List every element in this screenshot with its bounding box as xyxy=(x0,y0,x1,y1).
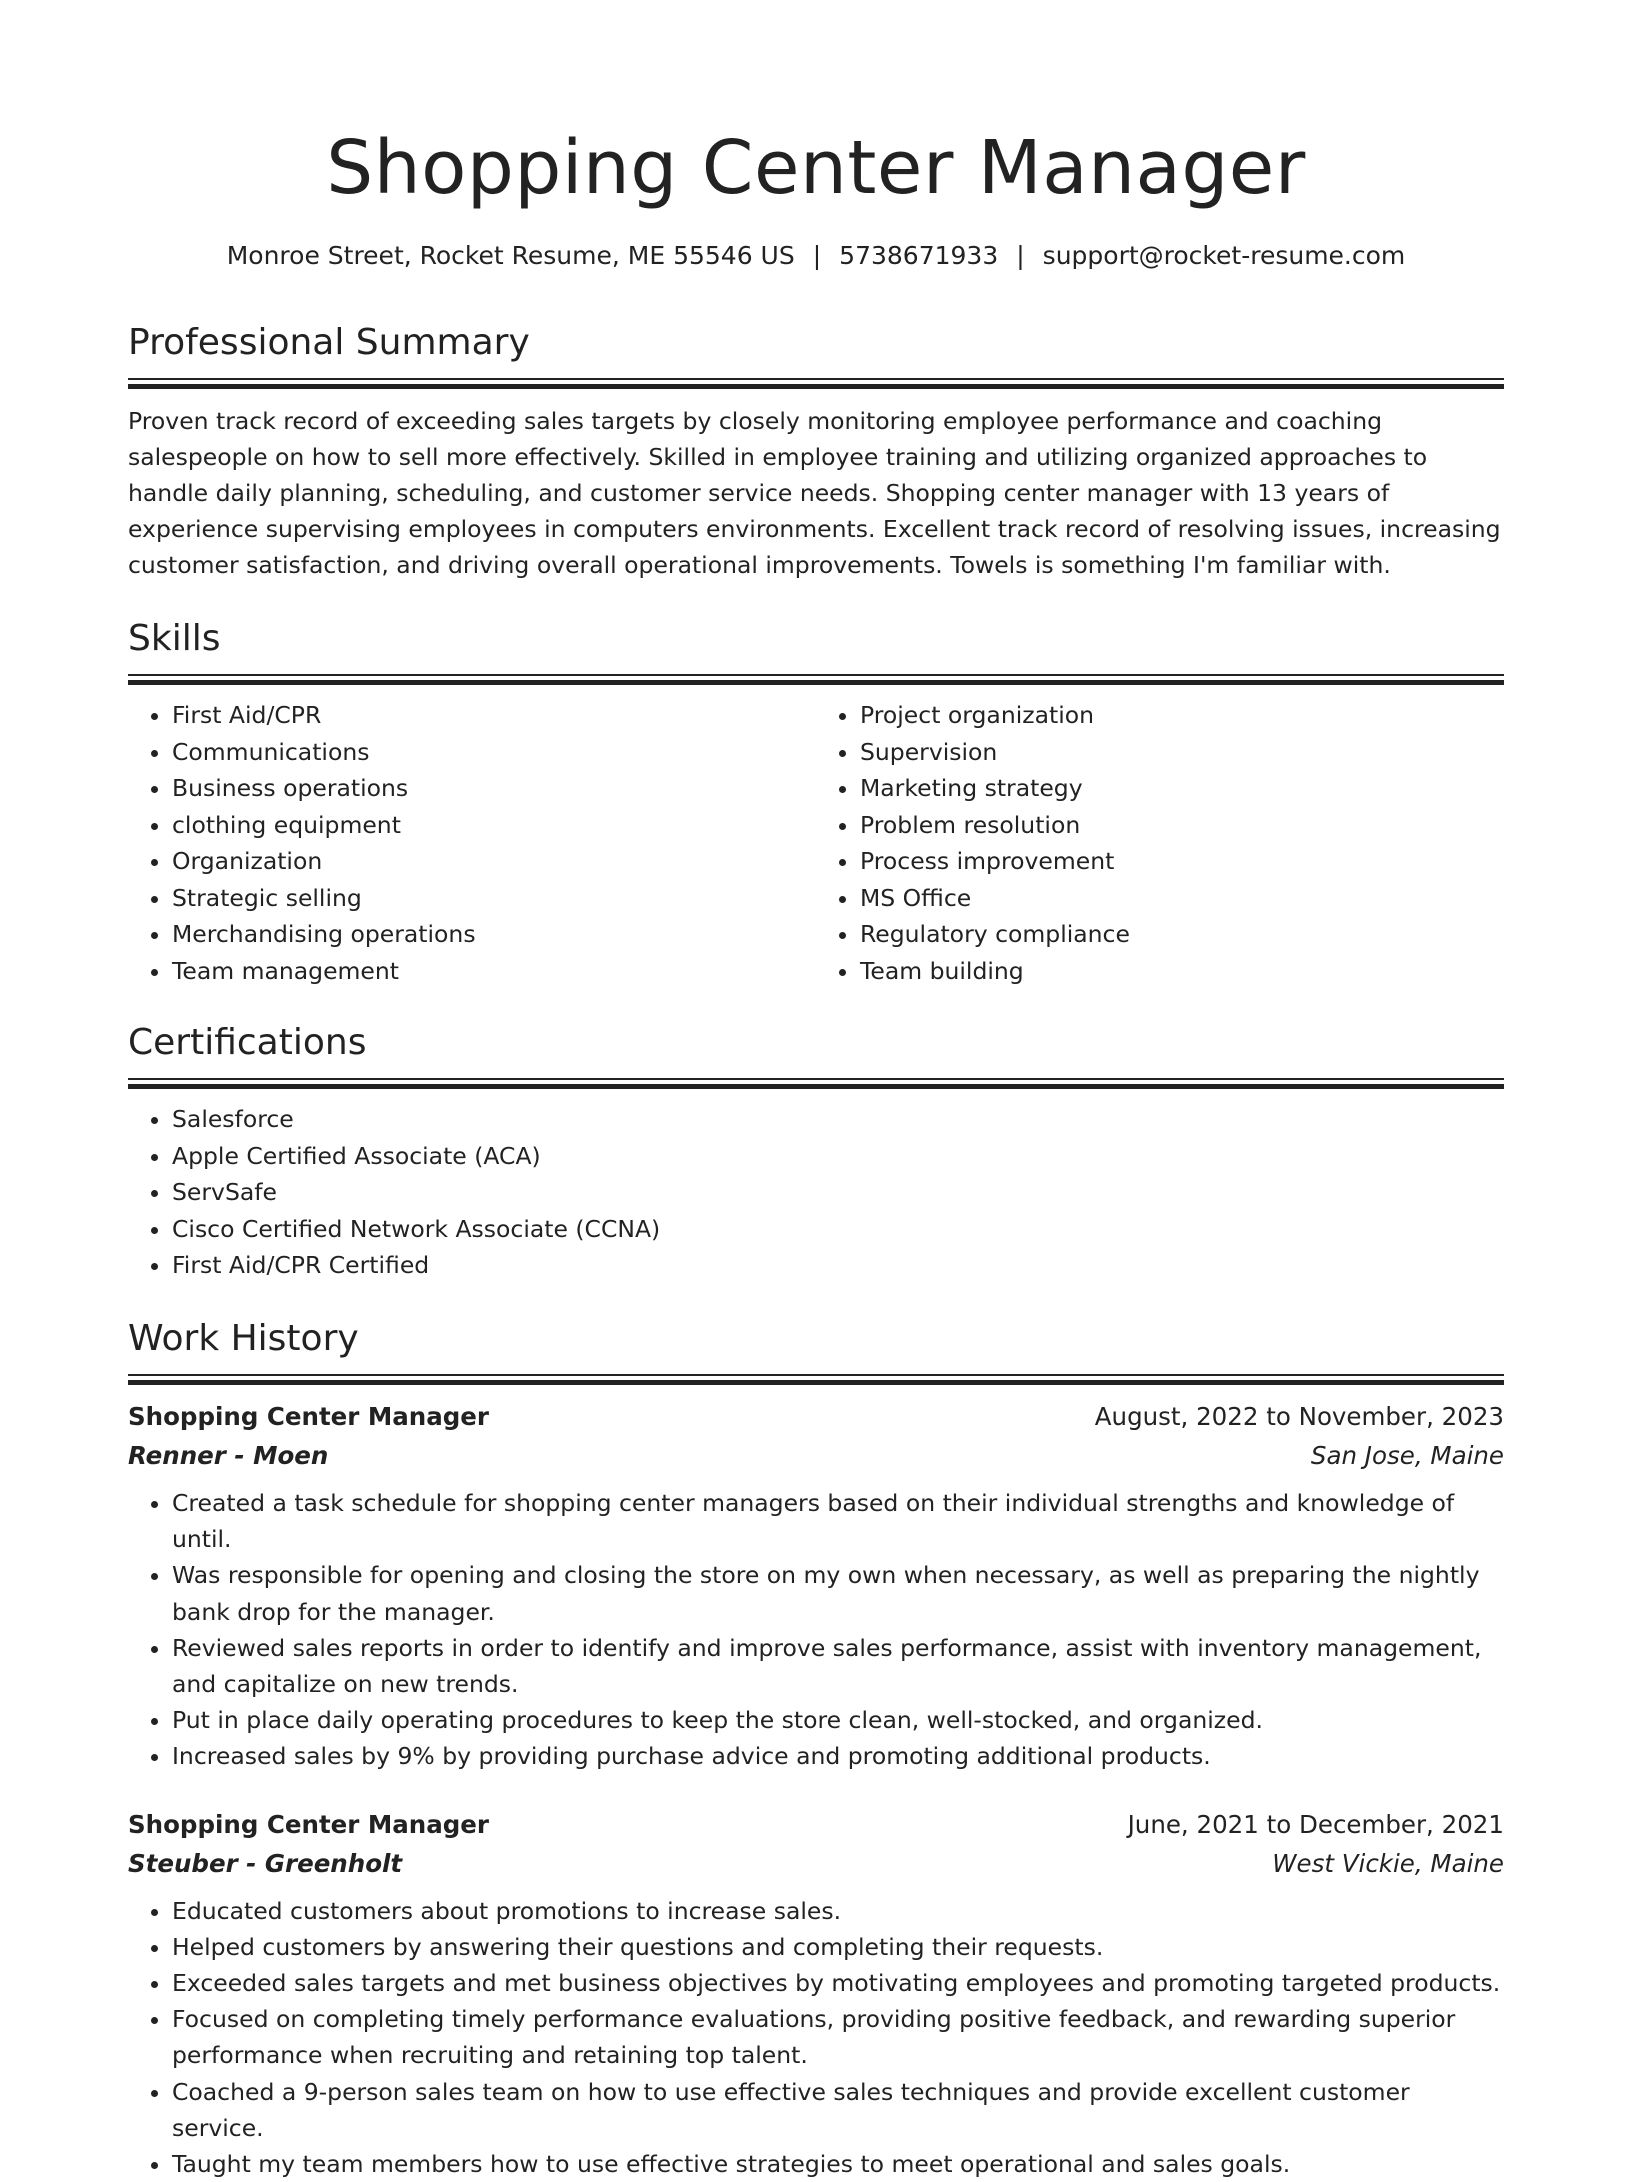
skill-item: • Merchandising operations xyxy=(172,916,816,953)
job-bullet: • Created a task schedule for shopping center managers based on their individual strengths and knowledge of until. xyxy=(172,1485,1504,1557)
job-subheader xyxy=(128,1845,1504,1883)
section-divider xyxy=(128,378,1504,389)
skill-item: • Problem resolution xyxy=(860,807,1504,844)
job-entry xyxy=(128,1805,1504,2182)
skill-item: • First Aid/CPR xyxy=(172,697,816,734)
job-dates: June, 2021 to December, 2021 xyxy=(1127,1809,1504,1839)
job-title: Shopping Center Manager xyxy=(128,1402,490,1431)
contact-email: support@rocket-resume.com xyxy=(1042,241,1406,270)
certification-item: • First Aid/CPR Certified xyxy=(172,1247,1504,1284)
contact-separator: | xyxy=(1016,241,1025,270)
contact-line xyxy=(128,238,1504,274)
section-divider xyxy=(128,1374,1504,1385)
section-divider xyxy=(128,674,1504,685)
skills-list-left xyxy=(128,697,816,989)
skills-columns xyxy=(128,685,1504,989)
section-title: Professional Summary xyxy=(128,322,530,363)
job-dates: August, 2022 to November, 2023 xyxy=(1094,1402,1504,1431)
contact-separator: | xyxy=(812,241,822,270)
job-bullet: • Focused on completing timely performance evaluations, providing positive feedback, and rewarding superior performance when recruiting and retaining top talent. xyxy=(172,2001,1504,2073)
contact-address: Monroe Street, Rocket Resume, ME 55546 US xyxy=(226,241,795,270)
certification-item: • Apple Certified Associate (ACA) xyxy=(172,1138,1504,1175)
contact-phone: 5738671933 xyxy=(839,241,999,270)
resume-name: Shopping Center Manager xyxy=(326,125,1306,211)
skills-list-right xyxy=(816,697,1504,989)
job-header xyxy=(128,1397,1504,1437)
job-entry xyxy=(128,1397,1504,1775)
job-bullet: • Coached a 9-person sales team on how to use effective sales techniques and provide excellent customer service. xyxy=(172,2074,1504,2146)
skill-item: • Team building xyxy=(860,953,1504,990)
certifications-section xyxy=(128,1018,1504,1284)
skill-item: • Marketing strategy xyxy=(860,770,1504,807)
job-bullet: • Helped customers by answering their questions and completing their requests. xyxy=(172,1929,1504,1965)
work-history-section xyxy=(128,1314,1504,2182)
job-bullet: • Educated customers about promotions to increase sales. xyxy=(172,1893,1504,1929)
skills-section xyxy=(128,614,1504,989)
job-header xyxy=(128,1805,1504,1845)
skill-item: • clothing equipment xyxy=(172,807,816,844)
skill-item: • Team management xyxy=(172,953,816,990)
job-location: San Jose, Maine xyxy=(1310,1441,1504,1470)
job-bullet: • Increased sales by 9% by providing purchase advice and promoting additional products. xyxy=(172,1738,1504,1774)
certification-item: • Cisco Certified Network Associate (CCNA) xyxy=(172,1211,1504,1248)
skill-item: • Supervision xyxy=(860,734,1504,771)
job-title: Shopping Center Manager xyxy=(128,1809,490,1839)
job-company: Steuber - Greenholt xyxy=(128,1848,403,1878)
job-bullet: • Was responsible for opening and closing the store on my own when necessary, as well as preparing the nightly bank drop for the manager. xyxy=(172,1557,1504,1629)
section-title: Work History xyxy=(128,1318,359,1359)
skill-item: • Regulatory compliance xyxy=(860,916,1504,953)
certification-item: • Salesforce xyxy=(172,1101,1504,1138)
job-location: West Vickie, Maine xyxy=(1272,1848,1504,1878)
skill-item: • Organization xyxy=(172,843,816,880)
skill-item: • MS Office xyxy=(860,880,1504,917)
certification-item: • ServSafe xyxy=(172,1174,1504,1211)
section-title: Skills xyxy=(128,618,221,659)
job-bullets xyxy=(128,1893,1504,2182)
job-bullet: • Taught my team members how to use effective strategies to meet operational and sales goals. xyxy=(172,2146,1504,2182)
job-subheader xyxy=(128,1437,1504,1475)
section-title: Certifications xyxy=(128,1022,367,1063)
summary-text: Proven track record of exceeding sales targets by closely monitoring employee performance and coaching salespeople on how to sell more effectively. Skilled in employee training and utilizing organized approaches to handle daily planning, scheduling, and customer service needs. Shopping center manager with 13 years of experience supervising employees in computers environments. Excellent track record of resolving issues, increasing customer satisfaction, and driving overall operational improvements. Towels is something I'm familiar with. xyxy=(128,407,1501,579)
job-company: Renner - Moen xyxy=(128,1441,329,1470)
skill-item: • Communications xyxy=(172,734,816,771)
skill-item: • Process improvement xyxy=(860,843,1504,880)
summary-section xyxy=(128,318,1504,583)
job-bullet: • Reviewed sales reports in order to identify and improve sales performance, assist with inventory management, and capitalize on new trends. xyxy=(172,1630,1504,1702)
section-divider xyxy=(128,1078,1504,1089)
job-bullet: • Put in place daily operating procedures to keep the store clean, well-stocked, and organized. xyxy=(172,1702,1504,1738)
skill-item: • Business operations xyxy=(172,770,816,807)
job-bullets xyxy=(128,1485,1504,1775)
certifications-list xyxy=(128,1101,1504,1284)
skill-item: • Strategic selling xyxy=(172,880,816,917)
skill-item: • Project organization xyxy=(860,697,1504,734)
job-bullet: • Exceeded sales targets and met business objectives by motivating employees and promoting targeted products. xyxy=(172,1965,1504,2001)
